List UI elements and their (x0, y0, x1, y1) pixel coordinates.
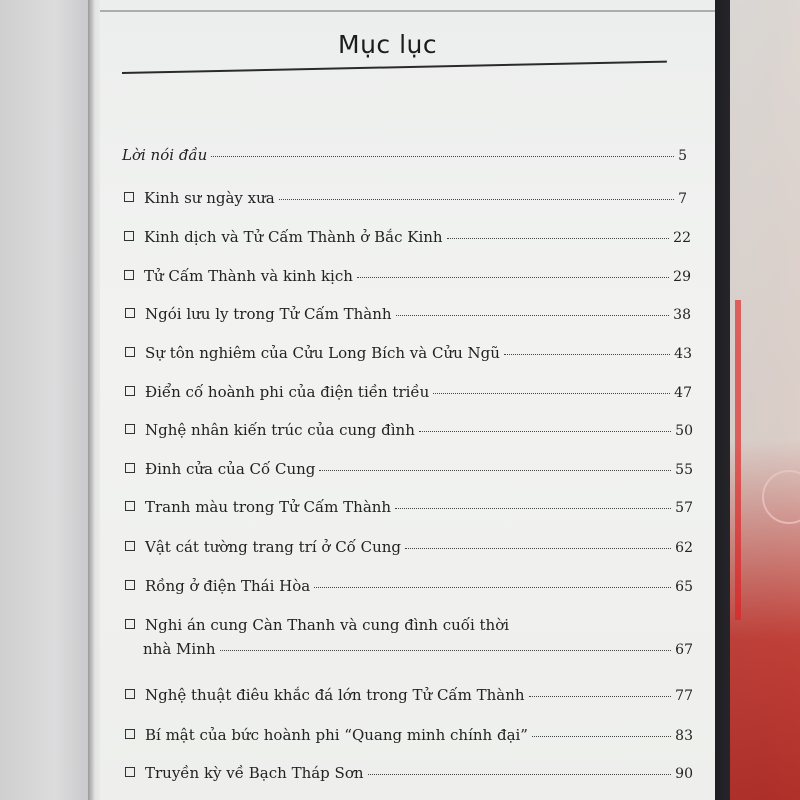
checkbox-bullet-icon (125, 424, 135, 434)
toc-page (100, 0, 715, 800)
checkbox-bullet-icon (125, 463, 135, 473)
toc-entry-page: 65 (675, 579, 693, 595)
toc-entry[interactable] (124, 267, 691, 285)
toc-entry-page: 43 (674, 346, 692, 362)
leader-dots (419, 431, 671, 432)
toc-entry-label: Tử Cấm Thành và kinh kịch (144, 267, 353, 285)
toc-entry-page: 55 (675, 462, 693, 478)
checkbox-bullet-icon (125, 308, 135, 318)
toc-list (100, 0, 715, 800)
leader-dots (220, 650, 672, 651)
toc-entry-page: 7 (678, 191, 687, 207)
toc-entry-label: Kinh sư ngày xưa (144, 189, 275, 207)
leader-dots (396, 315, 670, 316)
toc-entry[interactable] (125, 421, 693, 439)
toc-entry-label: Rồng ở điện Thái Hòa (145, 577, 311, 595)
toc-entry-page: 67 (675, 642, 693, 658)
toc-entry-page: 62 (675, 540, 693, 556)
toc-entry[interactable] (125, 498, 693, 516)
checkbox-bullet-icon (125, 729, 135, 739)
toc-entry-label: Vật cát tường trang trí ở Cố Cung (145, 538, 402, 556)
toc-entry[interactable] (125, 726, 693, 744)
toc-entry-label: Nghệ thuật điêu khắc đá lớn trong Tử Cấm Thành (145, 686, 525, 704)
page-title: Mục lục (338, 30, 438, 59)
checkbox-bullet-icon (124, 231, 134, 241)
toc-entry-label: Sự tôn nghiêm của Cửu Long Bích và Cửu Ngũ (145, 344, 500, 362)
toc-entry[interactable] (125, 538, 693, 556)
checkbox-bullet-icon (125, 347, 135, 357)
leader-dots (357, 277, 669, 278)
checkbox-bullet-icon (125, 386, 135, 396)
cover-red-stripe (735, 300, 741, 620)
toc-entry-page: 77 (675, 688, 693, 704)
toc-entry[interactable] (125, 383, 692, 401)
toc-entry[interactable] (124, 189, 687, 207)
toc-entry-label-continued: nhà Minh (143, 640, 216, 658)
toc-entry-page: 29 (673, 269, 691, 285)
toc-entry[interactable] (125, 460, 693, 478)
leader-dots (405, 548, 671, 549)
leader-dots (314, 587, 671, 588)
checkbox-bullet-icon (125, 619, 135, 629)
checkbox-bullet-icon (125, 689, 135, 699)
leader-dots (433, 393, 670, 394)
toc-entry-multiline[interactable] (125, 616, 693, 658)
toc-entry-label: Nghi án cung Càn Thanh và cung đình cuối thời (145, 616, 510, 634)
leader-dots (319, 470, 671, 471)
leader-dots (368, 774, 672, 775)
toc-entry[interactable] (125, 305, 691, 323)
toc-entry-label: Tranh màu trong Tử Cấm Thành (145, 498, 392, 516)
toc-entry[interactable] (122, 146, 687, 164)
leader-dots (395, 508, 671, 509)
checkbox-bullet-icon (125, 501, 135, 511)
toc-entry-page: 83 (675, 728, 693, 744)
toc-entry-page: 38 (673, 307, 691, 323)
leader-dots (529, 696, 672, 697)
checkbox-bullet-icon (125, 767, 135, 777)
leader-dots (504, 354, 670, 355)
checkbox-bullet-icon (124, 192, 134, 202)
toc-entry-page: 22 (673, 230, 691, 246)
toc-entry[interactable] (125, 764, 693, 782)
toc-entry-label: Bí mật của bức hoành phi “Quang minh chính đại” (145, 726, 528, 744)
toc-entry-page: 57 (675, 500, 693, 516)
toc-entry[interactable] (124, 228, 691, 246)
toc-entry[interactable] (125, 577, 693, 595)
toc-entry-label: Lời nói đầu (122, 146, 208, 164)
toc-entry-page: 90 (675, 766, 693, 782)
toc-entry-label: Nghệ nhân kiến trúc của cung đình (145, 421, 415, 439)
checkbox-bullet-icon (125, 541, 135, 551)
checkbox-bullet-icon (124, 270, 134, 280)
toc-entry-label: Ngói lưu ly trong Tử Cấm Thành (145, 305, 392, 323)
toc-entry-page: 47 (674, 385, 692, 401)
checkbox-bullet-icon (125, 580, 135, 590)
toc-entry-page: 5 (678, 148, 687, 164)
toc-entry-page: 50 (675, 423, 693, 439)
facing-page-left (0, 0, 92, 800)
toc-entry[interactable] (125, 344, 692, 362)
leader-dots (279, 199, 674, 200)
toc-entry-label: Điển cố hoành phi của điện tiền triều (145, 383, 430, 401)
toc-entry-label: Truyền kỳ về Bạch Tháp Sơn (145, 764, 364, 782)
toc-entry-label: Kinh dịch và Tử Cấm Thành ở Bắc Kinh (144, 228, 443, 246)
toc-entry[interactable] (125, 686, 693, 704)
leader-dots (532, 736, 671, 737)
leader-dots (447, 238, 670, 239)
leader-dots (211, 156, 674, 157)
toc-entry-label: Đinh cửa của Cố Cung (145, 460, 316, 478)
